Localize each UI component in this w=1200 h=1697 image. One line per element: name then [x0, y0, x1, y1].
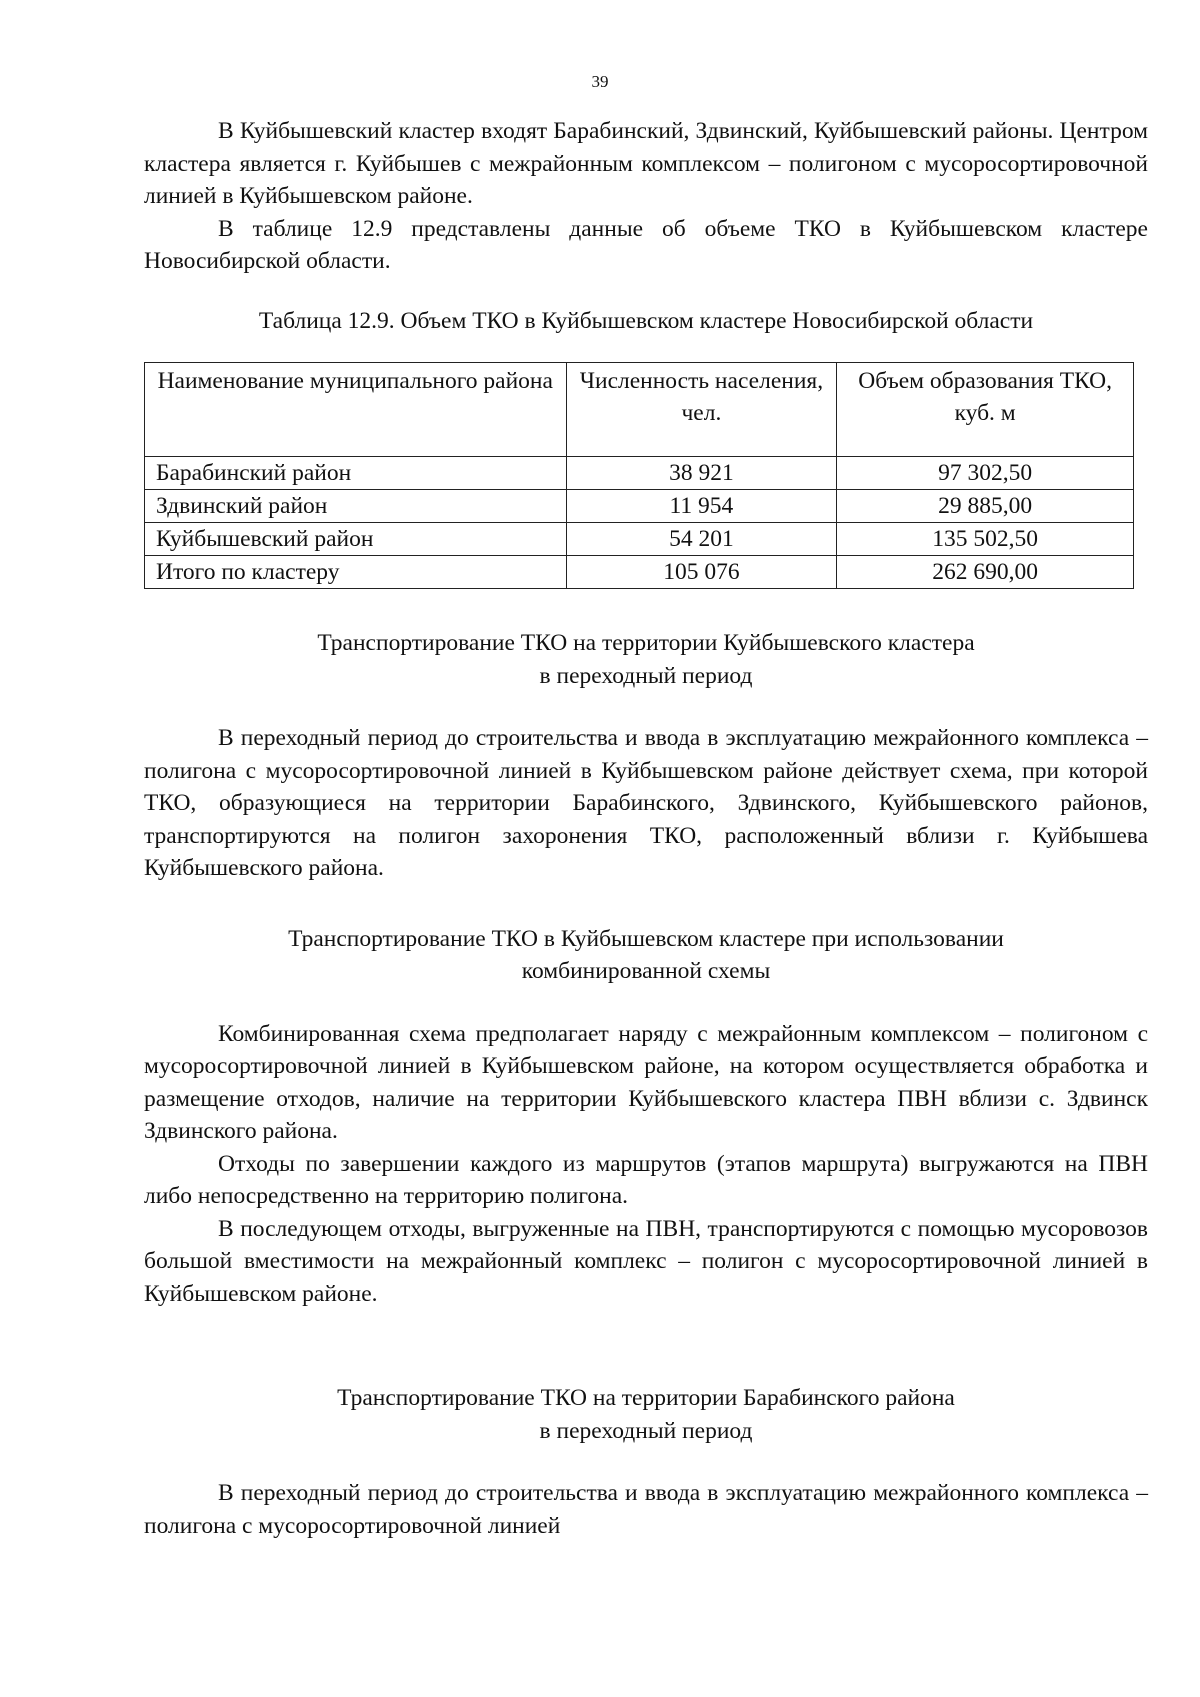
spacer: [144, 589, 1148, 627]
intro-paragraph-1: В Куйбышевский кластер входят Барабинский, Здвинский, Куйбышевский районы. Центром кластера является г. Куйбышев с межрайонным комплексом – полигоном с мусоросортировочной линией в Куйбышевском районе.: [144, 118, 1148, 209]
section-1-paragraph-1: В переходный период до строительства и ввода в эксплуатацию межрайонного комплекса – полигона с мусоросортировочной линией в Куйбышевском районе действует схема, при которой ТКО, образующиеся на территории Барабинского, Здвинского, Куйбышевского районов, транспортируются на полигон захоронения ТКО, расположенный вблизи г. Куйбышева Куйбышевского района.: [144, 725, 1148, 881]
table-caption: Таблица 12.9. Объем ТКО в Куйбышевском кластере Новосибирской области: [258, 307, 1034, 334]
spacer: [144, 692, 1148, 722]
section-2-paragraph-1: Комбинированная схема предполагает наряду с межрайонным комплексом – полигоном с мусоросортировочной линией в Куйбышевском районе, на котором осуществляется обработка и размещение отходов, наличие на территории Куйбышевского кластера ПВН вблизи с. Здвинск Здвинского района.: [144, 1020, 1148, 1144]
section-heading-3-line-2: в переходный период: [539, 1417, 753, 1444]
table-row: [145, 457, 1134, 490]
table-cell-population: 11 954: [566, 490, 837, 523]
table-cell-population: 54 201: [566, 523, 837, 556]
section-heading-2-line-1: Транспортирование ТКО в Куйбышевском кластере при использовании: [288, 925, 1004, 952]
table-cell-tko-volume: 97 302,50: [837, 457, 1134, 490]
spacer: [144, 988, 1148, 1018]
table-row: [145, 523, 1134, 556]
section-heading-1-line-1: Транспортирование ТКО на территории Куйбышевского кластера: [317, 630, 975, 656]
table-cell-tko-volume: 135 502,50: [837, 523, 1134, 556]
column-header-tko-volume: Объем образования ТКО, куб. м: [837, 363, 1134, 457]
column-header-district: Наименование муниципального района: [145, 363, 567, 457]
table-cell-district: Куйбышевский район: [145, 523, 567, 556]
table-row-total: [145, 556, 1134, 589]
intro-paragraph-2: В таблице 12.9 представлены данные об объеме ТКО в Куйбышевском кластере Новосибирской области.: [144, 215, 1148, 274]
table-cell-population: 38 921: [566, 457, 837, 490]
section-2-paragraph-3: В последующем отходы, выгруженные на ПВН, транспортируются с помощью мусоровозов большой вместимости на межрайонный комплекс – полигон с мусоросортировочной линией в Куйбышевском районе.: [144, 1215, 1148, 1307]
document-body: [144, 115, 1148, 1542]
table-cell-district: Барабинский район: [145, 457, 567, 490]
table-cell-tko-volume: 29 885,00: [837, 490, 1134, 523]
spacer: [144, 885, 1148, 923]
section-heading-3: [144, 1382, 1148, 1447]
section-heading-3-line-1: Транспортирование ТКО на территории Барабинского района: [337, 1385, 955, 1411]
tko-volume-table: [144, 362, 1134, 589]
section-heading-1: [144, 627, 1148, 692]
table-header-row: [145, 363, 1134, 457]
section-3-paragraph-1: В переходный период до строительства и ввода в эксплуатацию межрайонного комплекса – полигона с мусоросортировочной линией: [144, 1480, 1148, 1539]
page-number: 39: [591, 72, 609, 91]
table-row: [145, 490, 1134, 523]
section-heading-2-line-2: комбинированной схемы: [521, 958, 771, 984]
spacer: [144, 1310, 1148, 1382]
table-cell-population: 105 076: [566, 556, 837, 589]
table-cell-district: Итого по кластеру: [145, 556, 567, 589]
section-2-paragraph-2: Отходы по завершении каждого из маршрутов (этапов маршрута) выгружаются на ПВН либо непосредственно на территорию полигона.: [144, 1150, 1148, 1209]
column-header-population: Численность населения, чел.: [566, 363, 837, 457]
spacer: [144, 1447, 1148, 1477]
table-cell-tko-volume: 262 690,00: [837, 556, 1134, 589]
table-cell-district: Здвинский район: [145, 490, 567, 523]
table-container: [144, 362, 1148, 589]
section-heading-1-line-2: в переходный период: [539, 662, 753, 689]
section-heading-2: [144, 923, 1148, 988]
